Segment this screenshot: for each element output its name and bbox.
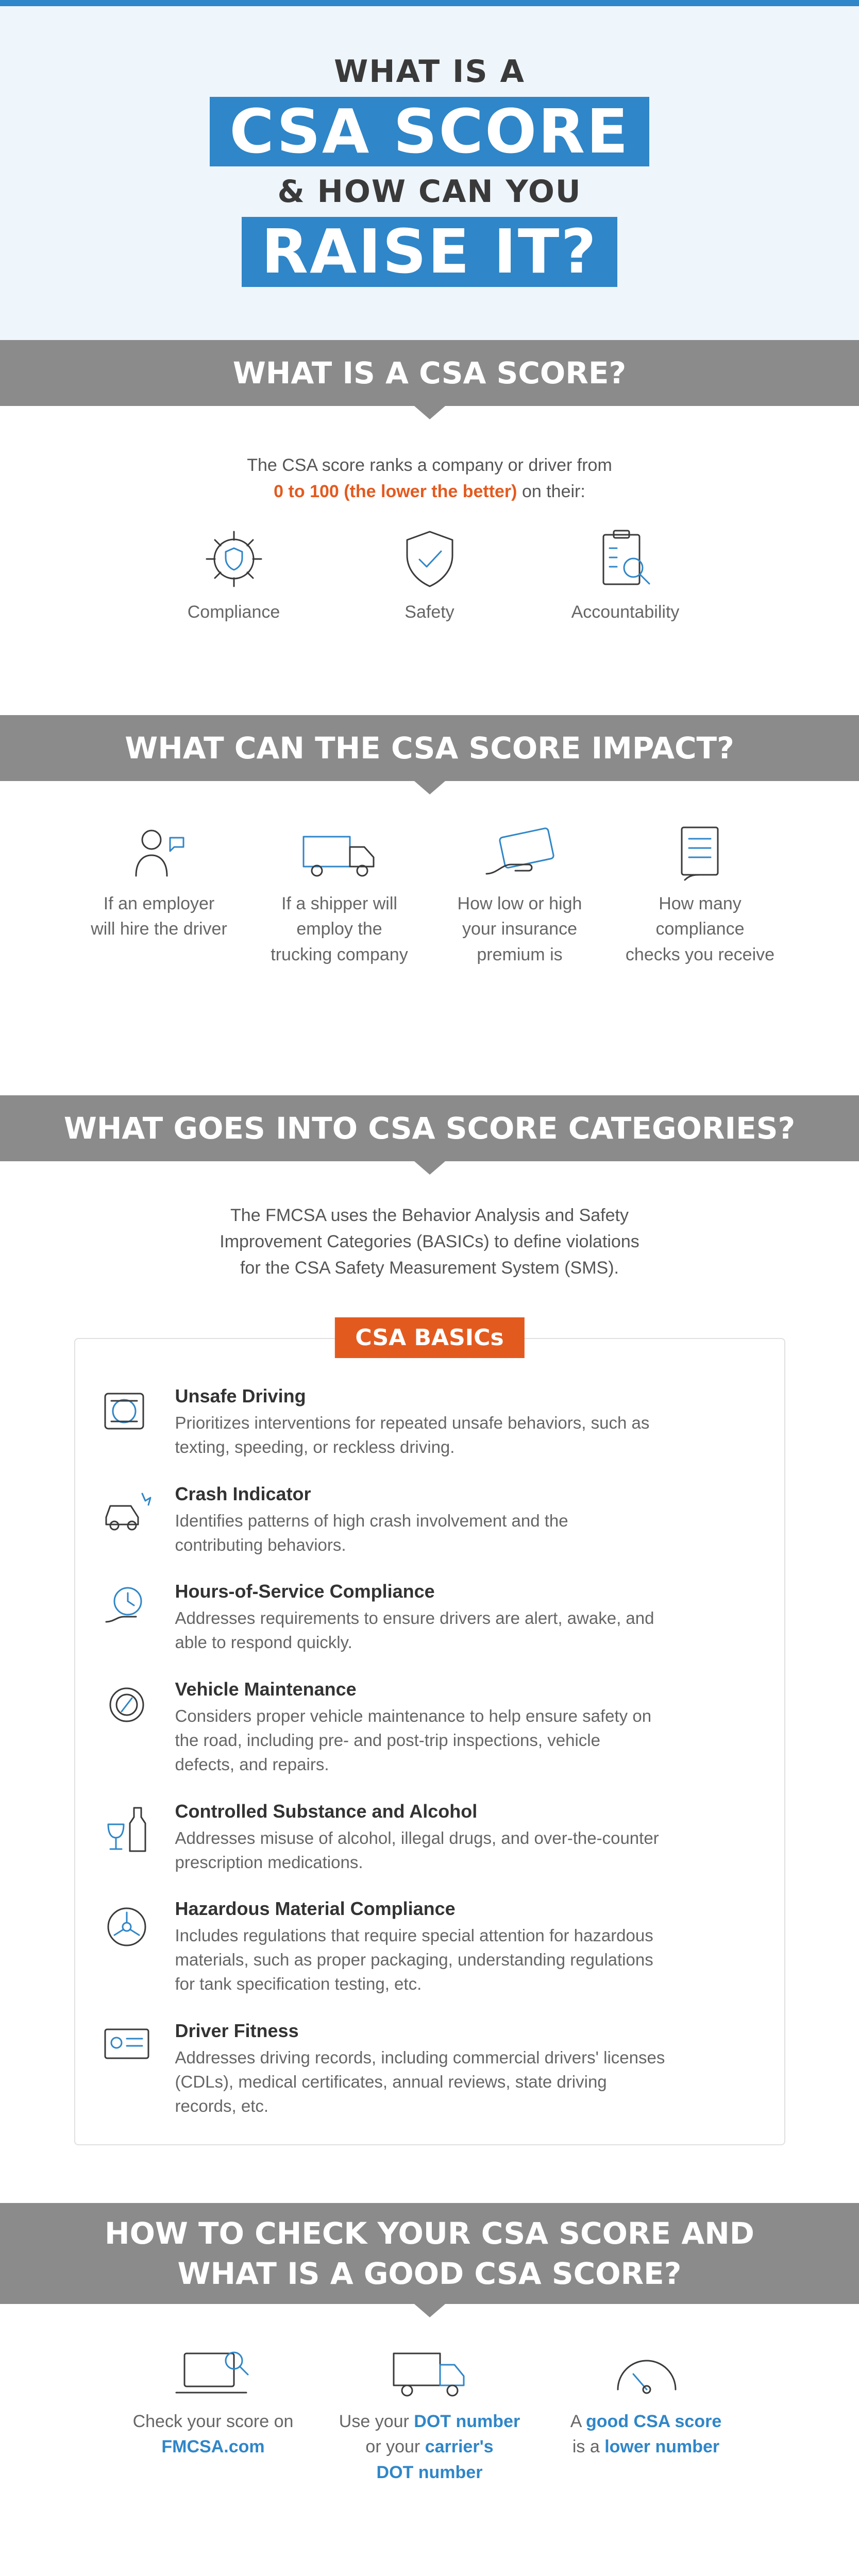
check-text: Check your score on [132,2412,294,2431]
check-highlight: good CSA score [586,2412,722,2431]
hiring-person-icon [126,822,193,884]
basic-desc: for tank specification testing, etc. [175,1974,422,1994]
basic-title: Crash Indicator [175,1483,311,1504]
basic-desc: Identifies patterns of high crash involvement and the [175,1511,568,1530]
hero-line-2: CSA SCORE [210,97,649,166]
what-is-item-label: Accountability [571,602,680,622]
what-is-text-before: The CSA score ranks a company or driver from [247,455,612,475]
impact-item-insurance [430,822,610,968]
basic-vehicle-maintenance [96,1679,753,1777]
check-text: Use your [339,2412,409,2431]
basic-desc: materials, such as proper packaging, understanding regulations [175,1950,653,1970]
impact-text-line: compliance [655,919,745,939]
intro-line: for the CSA Safety Measurement System (SMS). [240,1258,619,1278]
section-title-impact: WHAT CAN THE CSA SCORE IMPACT? [0,715,859,781]
impact-item-checks [610,822,790,968]
impact-icons [0,822,859,968]
check-text: is a [572,2437,600,2457]
impact-text-line: checks you receive [625,944,775,964]
basics-badge: CSA BASICs [334,1317,524,1358]
basic-hours-of-service [96,1581,753,1655]
check-item-good-score [533,2345,760,2485]
impact-text-line: trucking company [271,944,408,964]
check-highlight: lower number [604,2437,720,2457]
fmcsa-link[interactable]: FMCSA.com [161,2437,265,2457]
section-title-what-is: WHAT IS A CSA SCORE? [0,340,859,406]
check-text: A [570,2412,581,2431]
check-title-line: WHAT IS A GOOD CSA SCORE? [177,2256,682,2291]
impact-item-shipper [249,822,430,968]
crash-car-icon [101,1486,153,1533]
insurance-card-icon [481,822,559,884]
basic-desc: Addresses requirements to ensure drivers are alert, awake, and [175,1608,654,1628]
check-item-fmcsa [100,2345,327,2485]
section-title-check [0,2203,859,2304]
basic-desc: Addresses driving records, including commercial drivers' licenses [175,2048,665,2067]
basic-desc: Includes regulations that require special attention for hazardous [175,1926,653,1945]
basic-title: Vehicle Maintenance [175,1679,357,1700]
intro-line: The FMCSA uses the Behavior Analysis and Safety [230,1206,629,1225]
categories-intro [0,1202,859,1281]
what-is-icons [0,526,859,625]
basic-controlled-substance [96,1801,753,1875]
gear-shield-icon [200,526,267,592]
check-highlight: DOT number [414,2412,520,2431]
what-is-item-safety [332,526,528,625]
basic-desc: prescription medications. [175,1852,363,1872]
check-section [0,2304,859,2576]
basic-desc: records, etc. [175,2096,269,2115]
what-is-text [0,452,859,505]
basic-unsafe-driving [96,1385,753,1460]
hero-line-1: WHAT IS A [334,54,525,90]
basic-desc: texting, speeding, or reckless driving. [175,1437,455,1456]
basic-title: Hours-of-Service Compliance [175,1581,435,1602]
what-is-item-label: Compliance [187,602,280,622]
check-text: or your [365,2437,420,2457]
hero [0,6,859,340]
basic-desc: (CDLs), medical certificates, annual reviews, state driving [175,2072,607,2091]
basic-hazardous-material [96,1898,753,1996]
what-is-item-label: Safety [405,602,454,622]
basic-title: Unsafe Driving [175,1385,306,1406]
basic-driver-fitness [96,2020,753,2119]
basic-title: Hazardous Material Compliance [175,1898,456,1920]
truck-number-icon [389,2345,471,2402]
impact-text-line: How low or high [457,894,582,913]
hero-line-3: & HOW CAN YOU [277,174,582,210]
basic-title: Driver Fitness [175,2020,299,2042]
check-icons [0,2345,859,2485]
impact-text-line: will hire the driver [91,919,227,939]
gauge-icon [608,2345,685,2402]
impact-text-line: If a shipper will [281,894,397,913]
basic-desc: defects, and repairs. [175,1754,329,1774]
intro-line: Improvement Categories (BASICs) to define violations [220,1232,639,1251]
impact-text-line: How many [659,894,742,913]
hazard-icon [101,1901,153,1953]
impact-section [0,781,859,1095]
truck-icon [298,822,381,884]
check-title-line: HOW TO CHECK YOUR CSA SCORE AND [105,2215,754,2251]
hero-line-4: RAISE IT? [242,217,617,286]
basic-desc: able to respond quickly. [175,1633,352,1652]
check-highlight: carrier's [425,2437,494,2457]
impact-text-line: If an employer [103,894,215,913]
section-title-categories: WHAT GOES INTO CSA SCORE CATEGORIES? [0,1095,859,1161]
clock-hand-icon [101,1584,153,1630]
gear-wrench-icon [101,1682,153,1728]
steering-wheel-icon [101,1388,153,1435]
impact-text-line: premium is [477,944,563,964]
basic-desc: the road, including pre- and post-trip inspections, vehicle [175,1731,600,1750]
check-item-dot [327,2345,533,2485]
top-accent-bar [0,0,859,6]
what-is-section [0,406,859,715]
impact-item-employer [69,822,249,968]
what-is-item-compliance [136,526,332,625]
shield-check-icon [396,526,463,592]
what-is-item-accountability [528,526,723,625]
check-highlight: DOT number [376,2462,483,2482]
what-is-text-after: on their: [521,482,585,501]
license-card-icon [101,2023,153,2064]
what-is-range: 0 to 100 (the lower the better) [274,482,517,501]
checklist-icon [669,822,731,884]
bottle-glass-icon [101,1804,153,1855]
basic-desc: contributing behaviors. [175,1535,346,1554]
basic-title: Controlled Substance and Alcohol [175,1800,478,1822]
basic-desc: Considers proper vehicle maintenance to help ensure safety on [175,1706,652,1726]
laptop-search-icon [172,2345,255,2402]
impact-text-line: your insurance [462,919,577,939]
categories-section [0,1161,859,2203]
basic-crash-indicator [96,1483,753,1557]
basic-desc: Prioritizes interventions for repeated unsafe behaviors, such as [175,1413,650,1432]
basics-panel [74,1325,785,2145]
clipboard-search-icon [592,526,659,592]
impact-text-line: employ the [296,919,382,939]
basic-desc: Addresses misuse of alcohol, illegal drugs, and over-the-counter [175,1828,659,1848]
